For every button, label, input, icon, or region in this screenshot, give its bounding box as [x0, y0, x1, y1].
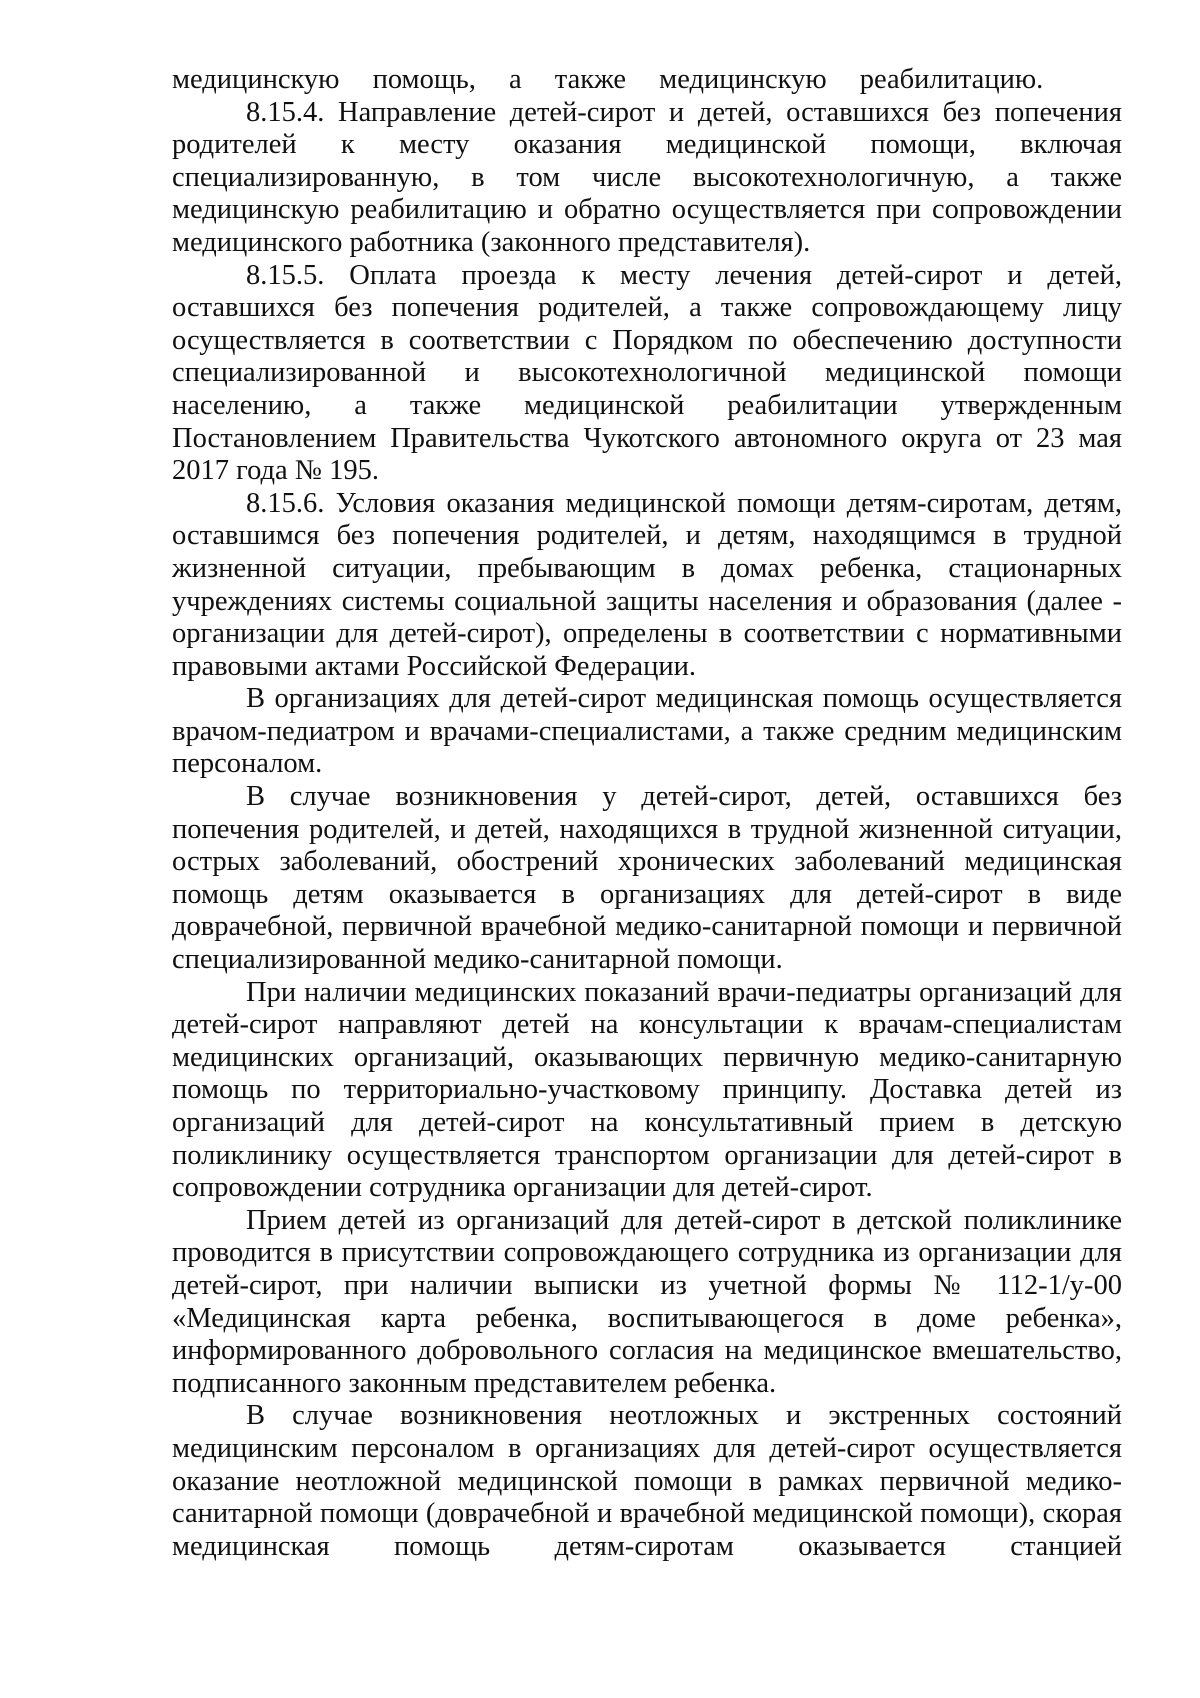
paragraph-continuation: медицинскую помощь, а также медицинскую реабилитацию.: [172, 64, 1044, 95]
document-page: [172, 64, 1122, 1563]
paragraph-8-15-4: 8.15.4. Направление детей-сирот и детей, оставшихся без попечения родителей к месту оказания медицинской помощи, включая специализированную, в том числе высокотехнологичную, а также медицинскую реабилитацию и обратно осуществляется при сопровождении медицинского работника (законного представителя).: [172, 96, 1122, 258]
paragraph-8-15-6: 8.15.6. Условия оказания медицинской помощи детям-сиротам, детям, оставшимся без попечения родителей, и детям, находящимся в трудной жизненной ситуации, пребывающим в домах ребенка, стационарных учреждениях системы социальной защиты населения и образования (далее - организации для детей-сирот), определены в соответствии с нормативными правовыми актами Российской Федерации.: [172, 487, 1122, 682]
paragraph-medical-staff: В организациях для детей-сирот медицинская помощь осуществляется врачом-педиатром и врачами-специалистами, а также средним медицинским персоналом.: [172, 683, 1122, 780]
paragraph-emergency: В случае возникновения неотложных и экстренных состояний медицинским персоналом в организациях для детей-сирот осуществляется оказание неотложной медицинской помощи в рамках первичной медико-санитарной помощи (доврачебной и врачебной медицинской помощи), скорая медицинская помощь детям-сиротам оказывается станцией: [172, 1400, 1122, 1562]
paragraph-referrals: При наличии медицинских показаний врачи-педиатры организаций для детей-сирот направляют детей на консультации к врачам-специалистам медицинских организаций, оказывающих первичную медико-санитарную помощь по территориально-участковому принципу. Доставка детей из организаций для детей-сирот на консультативный прием в детскую поликлинику осуществляется транспортом организации для детей-сирот в сопровождении сотрудника организации для детей-сирот.: [172, 976, 1122, 1204]
paragraph-reception: Прием детей из организаций для детей-сирот в детской поликлинике проводится в присутствии сопровождающего сотрудника из организации для детей-сирот, при наличии выписки из учетной формы № 112-1/у-00 «Медицинская карта ребенка, воспитывающегося в доме ребенка», информированного добровольного согласия на медицинское вмешательство, подписанного законным представителем ребенка.: [172, 1204, 1122, 1399]
paragraph-acute-diseases: В случае возникновения у детей-сирот, детей, оставшихся без попечения родителей, и детей, находящихся в трудной жизненной ситуации, острых заболеваний, обострений хронических заболеваний медицинская помощь детям оказывается в организациях для детей-сирот в виде доврачебной, первичной врачебной медико-санитарной помощи и первичной специализированной медико-санитарной помощи.: [172, 781, 1122, 976]
paragraph-8-15-5: 8.15.5. Оплата проезда к месту лечения детей-сирот и детей, оставшихся без попечения родителей, а также сопровождающему лицу осуществляется в соответствии с Порядком по обеспечению доступности специализированной и высокотехнологичной медицинской помощи населению, а также медицинской реабилитации утвержденным Постановлением Правительства Чукотского автономного округа от 23 мая 2017 года № 195.: [172, 259, 1122, 487]
